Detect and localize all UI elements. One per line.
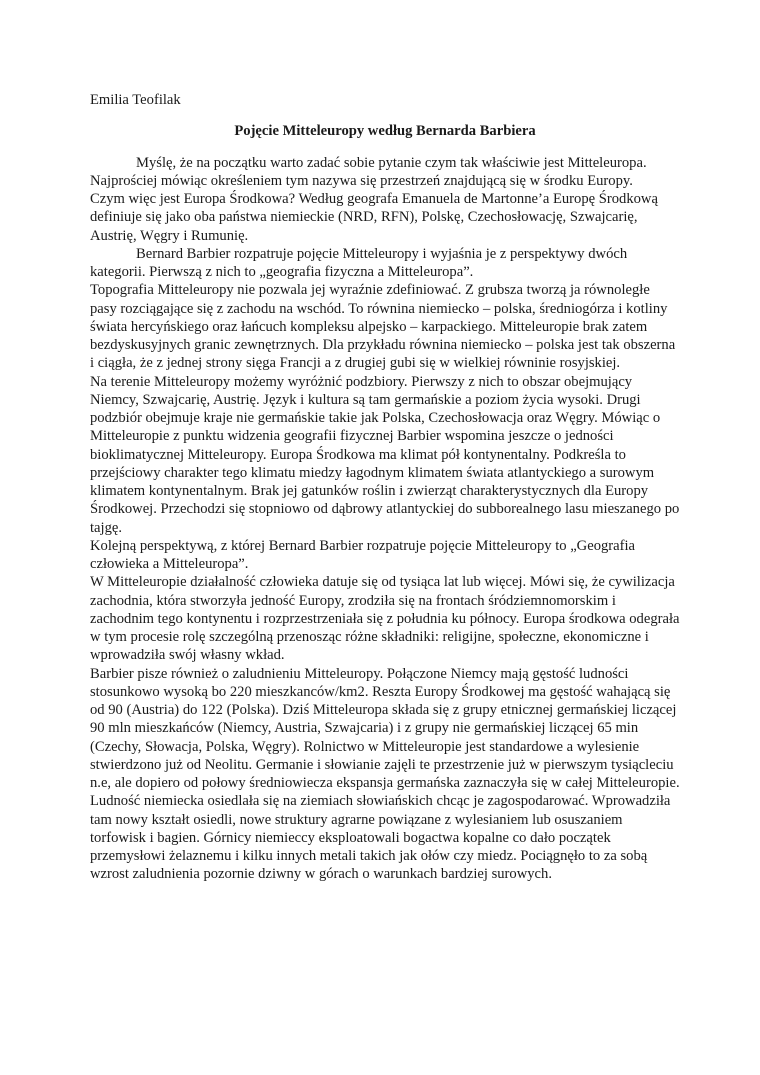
paragraph-population: Barbier pisze również o zaludnieniu Mitteleuropy. Połączone Niemcy mają gęstość ludności stosunkowo wysoką bo 220 mieszkanców/km2. Reszta Europy Środkowej ma gęstość wahającą się od 90 (Austria) do 122 (Polska). Dziś Mitteleuropa składa się z grupy etnicznej germańskiej liczącej 90 mln mieszkańców (Niemcy, Austria, Szwajcaria) i z grupy nie germańskiej liczącej 65 min (Czechy, Słowacja, Polska, Węgry). Rolnictwo w Mitteleuropie jest standardowe a wylesienie stwierdzono już od Neolitu. Germanie i słowianie zajęli te przestrzenie już w pierwszym tysiącleciu n.e, ale dopiero od połowy średniowiecza ekspansja germańska zaznaczyła się w całej Mitteleuropie. Ludność niemiecka osiedlała się na ziemiach słowiańskich chcąc je zagospodarować. Wprowadziła tam nowy kształt osiedli, nowe struktury agrarne powiązane z wylesianiem lub osuszaniem torfowisk i bagien. Górnicy niemieccy eksploatowali bogactwa kopalne co dało początek przemysłowi żelaznemu i kilku innych metali takich jak ołów czy miedz. Pociągnęło to za sobą wzrost zaludnienia pozornie dziwny w górach o warunkach bardziej surowych. [90,665,680,883]
document-body [90,91,680,884]
author-name: Emilia Teofilak [90,92,181,108]
paragraph-human-geography: Kolejną perspektywą, z której Bernard Barbier rozpatruje pojęcie Mitteleuropy to „Geografia człowieka a Mitteleuropa”. [90,537,636,572]
paragraph-categories: Bernard Barbier rozpatruje pojęcie Mitteleuropy i wyjaśnia je z perspektywy dwóch kategorii. Pierwszą z nich to „geografia fizyczna a Mitteleuropa”. [90,245,628,280]
paragraph-civilization: W Mitteleuropie działalność człowieka datuje się od tysiąca lat lub więcej. Mówi się, że cywilizacja zachodnia, która stworzyła jedność Europy, zrodziła się na frontach śródziemnomorskim i zachodnim tego kontynentu i rozprzestrzeniała się z południa ku północy. Europa środkowa odegrała w tym procesie rolę szczególną przenosząc różne składniki: religijne, społeczne, ekonomiczne i wprowadziła swój własny wkład. [90,574,680,664]
paragraph-subsets: Na terenie Mitteleuropy możemy wyróżnić podzbiory. Pierwszy z nich to obszar obejmujący Niemcy, Szwajcarię, Austrię. Język i kultura są tam germańskie a poziom życia wysoki. Drugi podzbiór obejmuje kraje nie germańskie takie jak Polska, Czechosłowacja oraz Węgry. Mówiąc o Mitteleuropie z punktu widzenia geografii fizycznej Barbier wspomina jeszcze o jedności bioklimatycznej Mitteleuropy. Europa Środkowa ma klimat pół kontynentalny. Podkreśla to przejściowy charakter tego klimatu miedzy łagodnym klimatem świata atlantyckiego a surowym klimatem kontynentalnym. Brak jej gatunków roślin i zwierząt charakterystycznych dla Europy Środkowej. Przechodzi się stopniowo od dąbrowy atlantyckiej do subborealnego lasu mieszanego po tajgę. [90,373,680,536]
paragraph-definition: Czym więc jest Europa Środkowa? Według geografa Emanuela de Martonne’a Europę Środkową definiuje się jako oba państwa niemieckie (NRD, RFN), Polskę, Czechosłowację, Szwajcarię, Austrię, Węgry i Rumunię. [90,191,658,244]
paragraph-topography: Topografia Mitteleuropy nie pozwala jej wyraźnie zdefiniować. Z grubsza tworzą ja równoległe pasy rozciągające się z zachodu na wschód. To równina niemiecko – polska, średniogórza i kotliny świata hercyńskiego oraz łańcuch kompleksu alpejsko – karpackiego. Mitteleuropie brak zatem bezdyskusyjnych granic zewnętrznych. Dla przykładu równina niemiecko – polska jest tak obszerna i ciągła, że z jednej strony sięga Francji a z drugiej gubi się w wielkiej równinie rosyjskiej. [90,282,676,372]
document-title: Pojęcie Mitteleuropy według Bernarda Barbiera [234,123,536,140]
paragraph-intro: Myślę, że na początku warto zadać sobie pytanie czym tak właściwie jest Mitteleuropa. Najprościej mówiąc określeniem tym nazywa się przestrzeń znajdującą się w środku Europy. [90,154,647,189]
